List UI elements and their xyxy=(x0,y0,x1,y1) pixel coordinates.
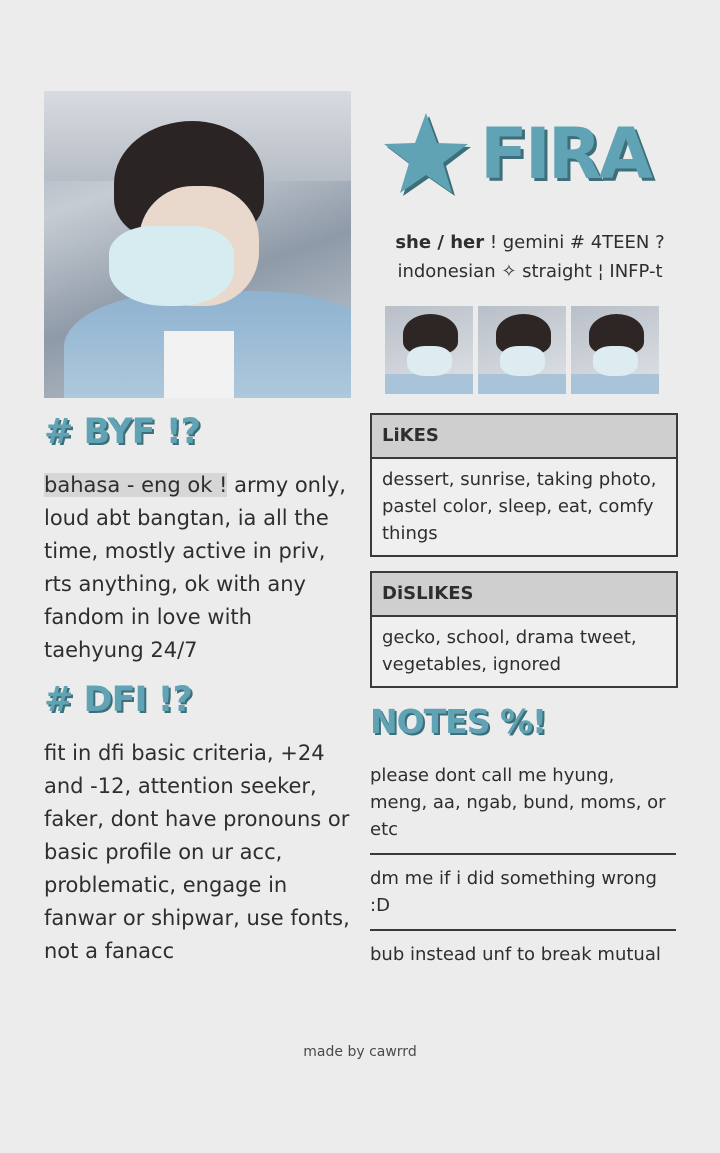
bio-line-1 xyxy=(370,228,690,257)
star-icon xyxy=(380,110,472,198)
dislikes-text: gecko, school, drama tweet, vegetables, ignored xyxy=(382,627,637,675)
notes-title: NOTES %! xyxy=(370,702,547,741)
profile-photo xyxy=(44,91,351,398)
note-item: dm me if i did something wrong :D xyxy=(370,865,676,931)
byf-title: # BYF !? xyxy=(44,412,200,452)
dislikes-title: DiSLIKES xyxy=(372,573,676,617)
note-item: please dont call me hyung, meng, aa, ngab, bund, moms, or etc xyxy=(370,762,676,855)
likes-box xyxy=(370,413,678,557)
byf-body: army only, loud abt bangtan, ia all the time, mostly active in priv, rts anything, ok with any fandom in love with taehyung 24/7 xyxy=(44,473,346,662)
byf-highlight: bahasa - eng ok ! xyxy=(44,473,228,497)
thumbnail-photo xyxy=(385,306,473,394)
pronouns: she / her xyxy=(395,232,485,253)
dislikes-box xyxy=(370,571,678,688)
credit-text: made by cawrrd xyxy=(303,1044,417,1060)
thumbnail-strip xyxy=(385,306,659,394)
dfi-title: # DFI !? xyxy=(44,680,192,720)
note-item: bub instead unf to break mutual xyxy=(370,944,661,965)
dfi-text: fit in dfi basic criteria, +24 and -12, attention seeker, faker, dont have pronouns or basic profile on ur acc, problematic, engage in fanwar or shipwar, use fonts, not a fanacc xyxy=(44,741,350,963)
name-text: FIRA xyxy=(480,113,650,195)
profile-name xyxy=(380,106,680,202)
notes-list xyxy=(370,762,676,978)
likes-title: LiKES xyxy=(372,415,676,459)
likes-text: dessert, sunrise, taking photo, pastel color, sleep, eat, comfy things xyxy=(382,469,657,544)
byf-text xyxy=(44,469,356,667)
bio xyxy=(370,228,690,286)
thumbnail-photo xyxy=(478,306,566,394)
bio-line-1-rest: ! gemini # 4TEEN ? xyxy=(484,232,665,253)
thumbnail-photo xyxy=(571,306,659,394)
bio-line-2: indonesian ✧ straight ¦ INFP-t xyxy=(397,261,663,282)
